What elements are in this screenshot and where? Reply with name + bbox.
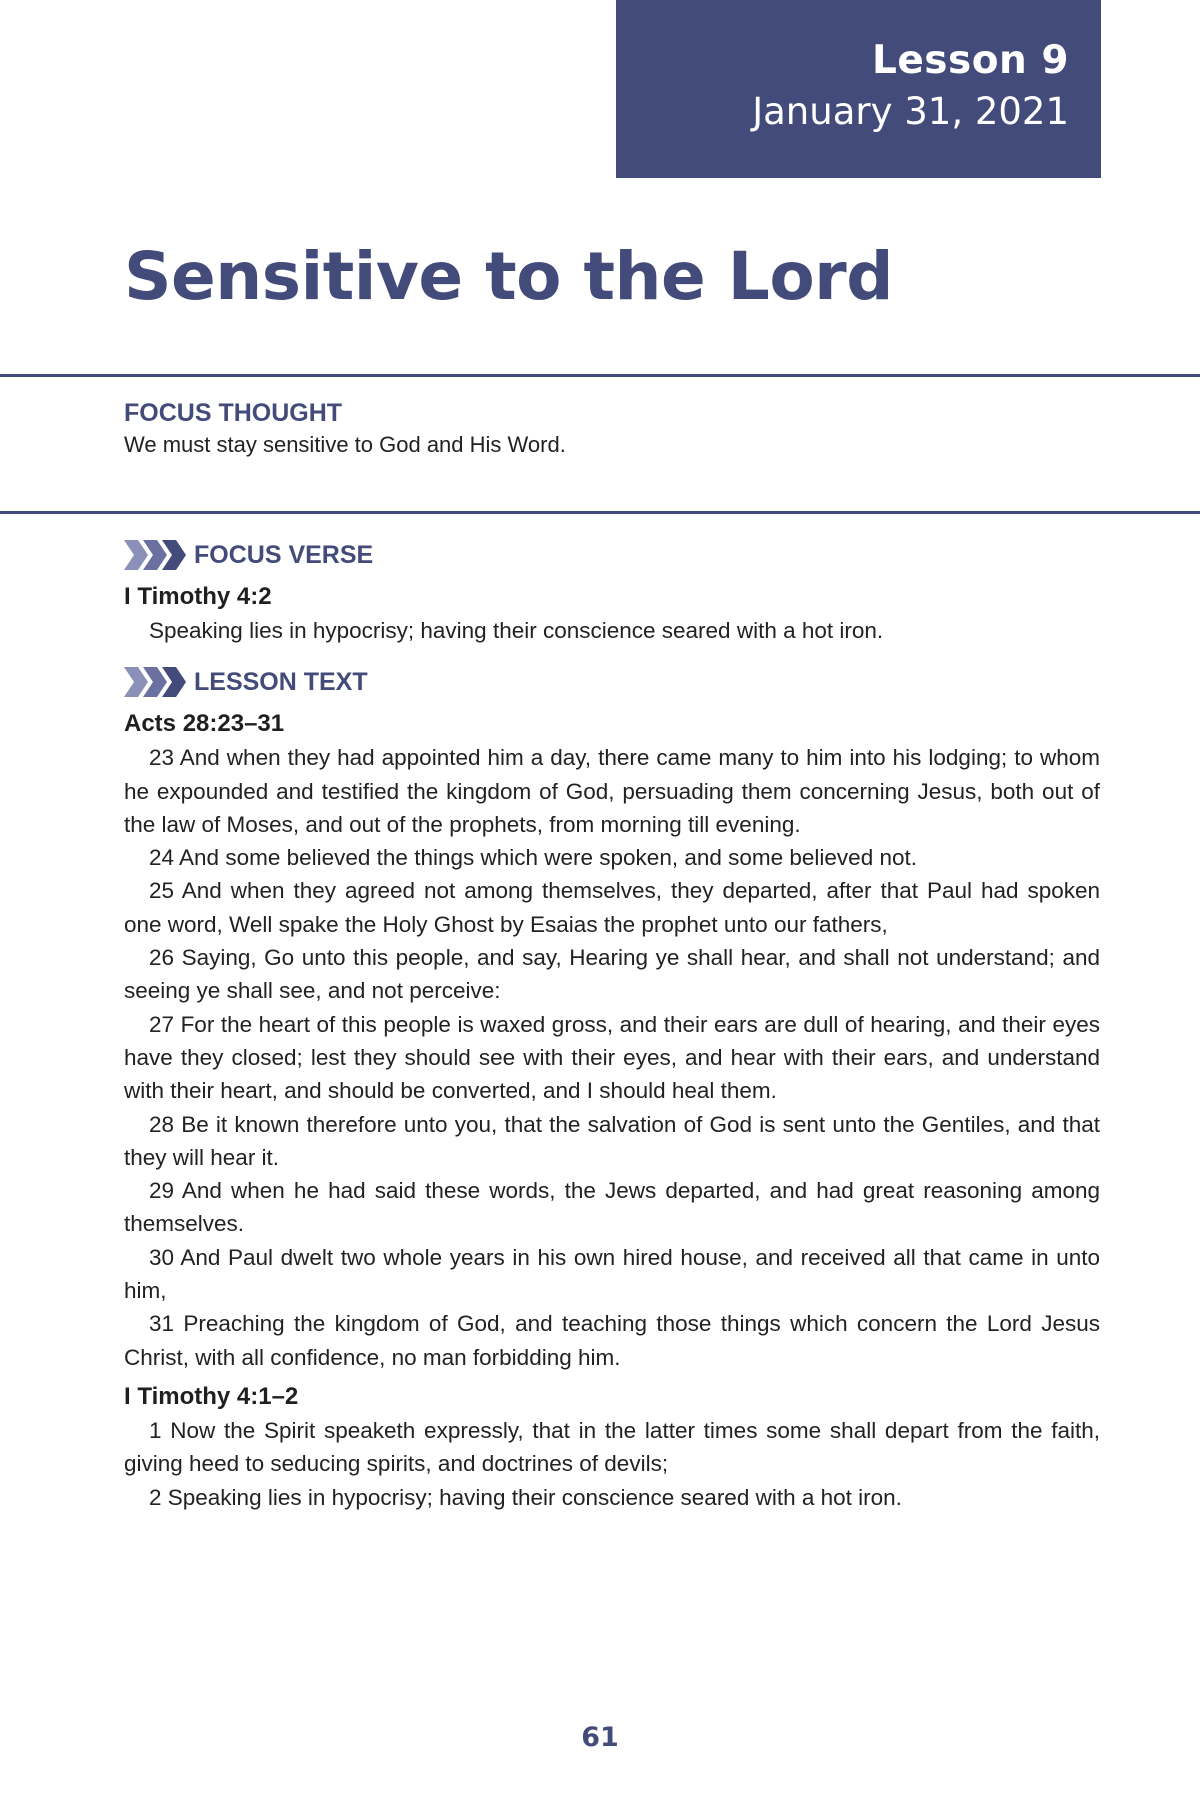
verse: 24 And some believed the things which were spoken, and some believed not. (149, 845, 917, 871)
focus-thought-text: We must stay sensitive to God and His Word. (124, 432, 566, 457)
page-number: 61 (581, 1722, 619, 1753)
focus-verse-reference: I Timothy 4:2 (124, 583, 272, 610)
verse: 31 Preaching the kingdom of God, and teaching those things which concern the Lord Jesus Christ, with all confidence, no man forbidding him. (124, 1311, 1100, 1370)
triple-chevron-icon (124, 667, 186, 697)
verse: 23 And when they had appointed him a day, there came many to him into his lodging; to whom he expounded and testified the kingdom of God, persuading them concerning Jesus, both out of the law of Moses, and out of the prophets, from morning till evening. (124, 745, 1100, 837)
verse: 29 And when he had said these words, the Jews departed, and had great reasoning among themselves. (124, 1178, 1100, 1237)
verse: 25 And when they agreed not among themselves, they departed, after that Paul had spoken one word, Well spake the Holy Ghost by Esaias the prophet unto our fathers, (124, 878, 1100, 937)
focus-thought-section (124, 396, 1104, 460)
verse: 27 For the heart of this people is waxed gross, and their ears are dull of hearing, and their eyes have they closed; lest they should see with their eyes, and hear with their ears, and understand with their heart, and should be converted, and I should heal them. (124, 1011, 1100, 1104)
triple-chevron-icon (124, 540, 186, 570)
lesson-text-header (124, 663, 1100, 701)
lesson-date: January 31, 2021 (752, 90, 1069, 133)
passage-reference: Acts 28:23–31 (124, 710, 285, 738)
verse: 1 Now the Spirit speaketh expressly, that in the latter times some shall depart from the faith, giving heed to seducing spirits, and doctrines of devils; (124, 1417, 1100, 1477)
verse: 2 Speaking lies in hypocrisy; having their conscience seared with a hot iron. (149, 1484, 902, 1510)
verse: 26 Saying, Go unto this people, and say, Hearing ye shall hear, and shall not understand; and seeing ye shall see, and not perceive: (124, 945, 1100, 1004)
page-title: Sensitive to the Lord (124, 238, 893, 315)
focus-verse-header (124, 536, 1100, 574)
passage-reference: I Timothy 4:1–2 (124, 1382, 299, 1410)
verse: 30 And Paul dwelt two whole years in his own hired house, and received all that came in unto him, (124, 1244, 1100, 1304)
divider-bottom (0, 511, 1200, 514)
lesson-number: Lesson 9 (871, 38, 1069, 83)
divider-top (0, 374, 1200, 377)
lesson-text-heading: LESSON TEXT (194, 668, 368, 697)
focus-thought-heading: FOCUS THOUGHT (124, 399, 343, 427)
focus-verse-heading: FOCUS VERSE (194, 541, 374, 569)
main-content (124, 536, 1100, 1514)
verse: 28 Be it known therefore unto you, that the salvation of God is sent unto the Gentiles, and that they will hear it. (124, 1111, 1100, 1170)
lesson-header-box (616, 0, 1101, 178)
focus-verse-text: Speaking lies in hypocrisy; having their conscience seared with a hot iron. (149, 618, 884, 643)
